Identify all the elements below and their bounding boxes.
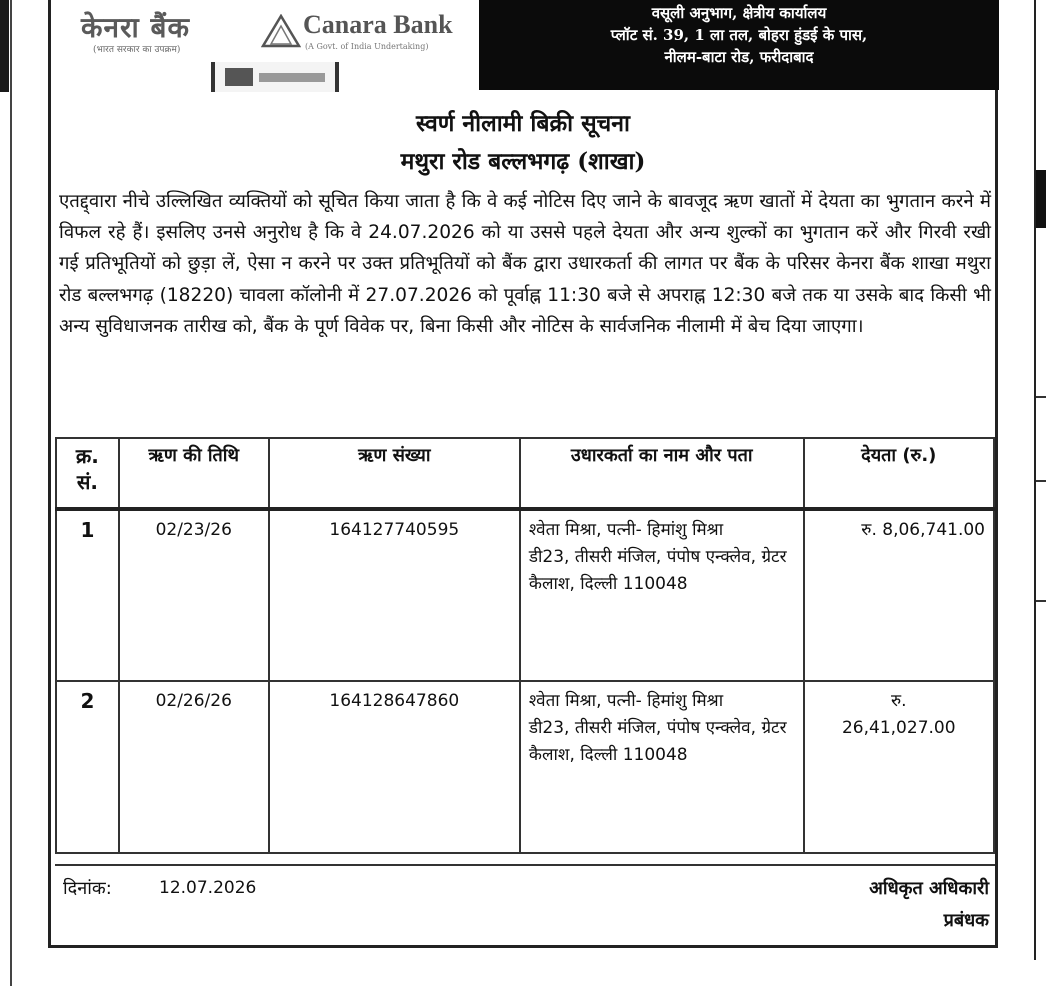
notice-title: स्वर्ण नीलामी बिक्री सूचना bbox=[416, 110, 630, 137]
col-header-borrower: उधारकर्ता का नाम और पता bbox=[520, 438, 804, 509]
canara-triangle-icon bbox=[261, 14, 301, 48]
cell-sn: 1 bbox=[56, 509, 119, 681]
right-adjacent-column bbox=[1030, 0, 1046, 986]
logo-hindi-text: केनरा बैंक bbox=[81, 11, 190, 44]
cell-sn: 2 bbox=[56, 681, 119, 853]
left-page-edge bbox=[0, 0, 9, 92]
branch-title: मथुरा रोड बल्लभगढ़ (शाखा) bbox=[400, 148, 646, 175]
address-line: प्लॉट सं. 39, 1 ला तल, बोहरा हुंडई के पास, bbox=[610, 26, 868, 44]
address-line: वसूली अनुभाग, क्षेत्रीय कार्यालय bbox=[651, 4, 827, 22]
emblem-badge-icon bbox=[211, 62, 339, 92]
borrower-name: श्वेता मिश्रा, पत्नी- हिमांशु मिश्रा bbox=[528, 520, 724, 540]
bank-logo bbox=[71, 4, 491, 90]
table-header-row bbox=[56, 438, 994, 509]
right-column-divider bbox=[1036, 480, 1046, 482]
cell-borrower bbox=[520, 509, 804, 681]
logo-english-tagline: (A Govt. of India Undertaking) bbox=[305, 42, 429, 51]
cell-loan-date: 02/26/26 bbox=[119, 681, 269, 853]
notice-date: 12.07.2026 bbox=[159, 878, 257, 898]
auction-notice bbox=[48, 0, 998, 948]
liability-amount: 26,41,027.00 bbox=[841, 718, 956, 738]
cell-liability: रु. 8,06,741.00 bbox=[804, 509, 994, 681]
liability-currency: रु. bbox=[890, 691, 907, 711]
notice-body: एतद्द्वारा नीचे उल्लिखित व्यक्तियों को सूचित किया जाता है कि वे कई नोटिस दिए जाने के बावजूद ऋण खातों में देयता का भुगतान करने में विफल रहे हैं। इसलिए उनसे अनुरोध है कि वे 24.07.2026 को या उससे पहले देयता और अन्य शुल्कों का भुगतान करें और गिरवी रखी गई प्रतिभूतियों को छुड़ा लें, ऐसा न करने पर उक्त प्रतिभूतियों को बैंक द्वारा उधारकर्ता की लागत पर बैंक के परिसर केनरा बैंक शाखा मथुरा रोड बल्लभगढ़ (18220) चावला कॉलोनी में 27.07.2026 को पूर्वाह्न 11:30 बजे से अपराह्न 12:30 बजे तक या उसके बाद किसी भी अन्य सुविधाजनक तारीख को, बैंक के पूर्ण विवेक पर, बिना किसी और नोटिस के सार्वजनिक नीलामी में बेच दिया जाएगा। bbox=[59, 191, 991, 337]
col-header-loan-date: ऋण की तिथि bbox=[119, 438, 269, 509]
col-header-liability: देयता (रु.) bbox=[804, 438, 994, 509]
loan-table bbox=[55, 437, 995, 854]
cell-liability bbox=[804, 681, 994, 853]
col-header-loan-number: ऋण संख्या bbox=[269, 438, 520, 509]
table-row bbox=[56, 509, 994, 681]
logo-hindi-tagline: (भारत सरकार का उपक्रम) bbox=[93, 45, 181, 55]
notice-header bbox=[51, 0, 995, 90]
borrower-address: डी23, तीसरी मंजिल, पंपोष एन्क्लेव, ग्रेटर कैलाश, दिल्ली 110048 bbox=[528, 718, 787, 765]
cell-borrower bbox=[520, 681, 804, 853]
emblem-mark bbox=[225, 68, 253, 86]
logo-english-text: Canara Bank bbox=[303, 10, 453, 39]
table-row bbox=[56, 681, 994, 853]
cell-loan-number: 164128647860 bbox=[269, 681, 520, 853]
col-header-sn: क्र. सं. bbox=[56, 438, 119, 509]
notice-footer bbox=[55, 864, 995, 940]
address-line: नीलम-बाटा रोड, फरीदाबाद bbox=[664, 48, 814, 66]
date-label: दिनांक: bbox=[63, 878, 112, 899]
borrower-address: डी23, तीसरी मंजिल, पंपोष एन्क्लेव, ग्रेटर कैलाश, दिल्ली 110048 bbox=[528, 547, 787, 594]
emblem-text-bar bbox=[259, 73, 325, 82]
right-column-black-bar bbox=[1036, 170, 1046, 228]
signatory-designation: प्रबंधक bbox=[943, 910, 989, 931]
left-column-rule bbox=[10, 0, 12, 986]
right-column-divider bbox=[1036, 600, 1046, 602]
right-column-divider bbox=[1036, 396, 1046, 398]
cell-loan-date: 02/23/26 bbox=[119, 509, 269, 681]
signatory-title: अधिकृत अधिकारी bbox=[869, 878, 989, 899]
office-address-block bbox=[479, 0, 999, 90]
cell-loan-number: 164127740595 bbox=[269, 509, 520, 681]
borrower-name: श्वेता मिश्रा, पत्नी- हिमांशु मिश्रा bbox=[528, 691, 724, 711]
